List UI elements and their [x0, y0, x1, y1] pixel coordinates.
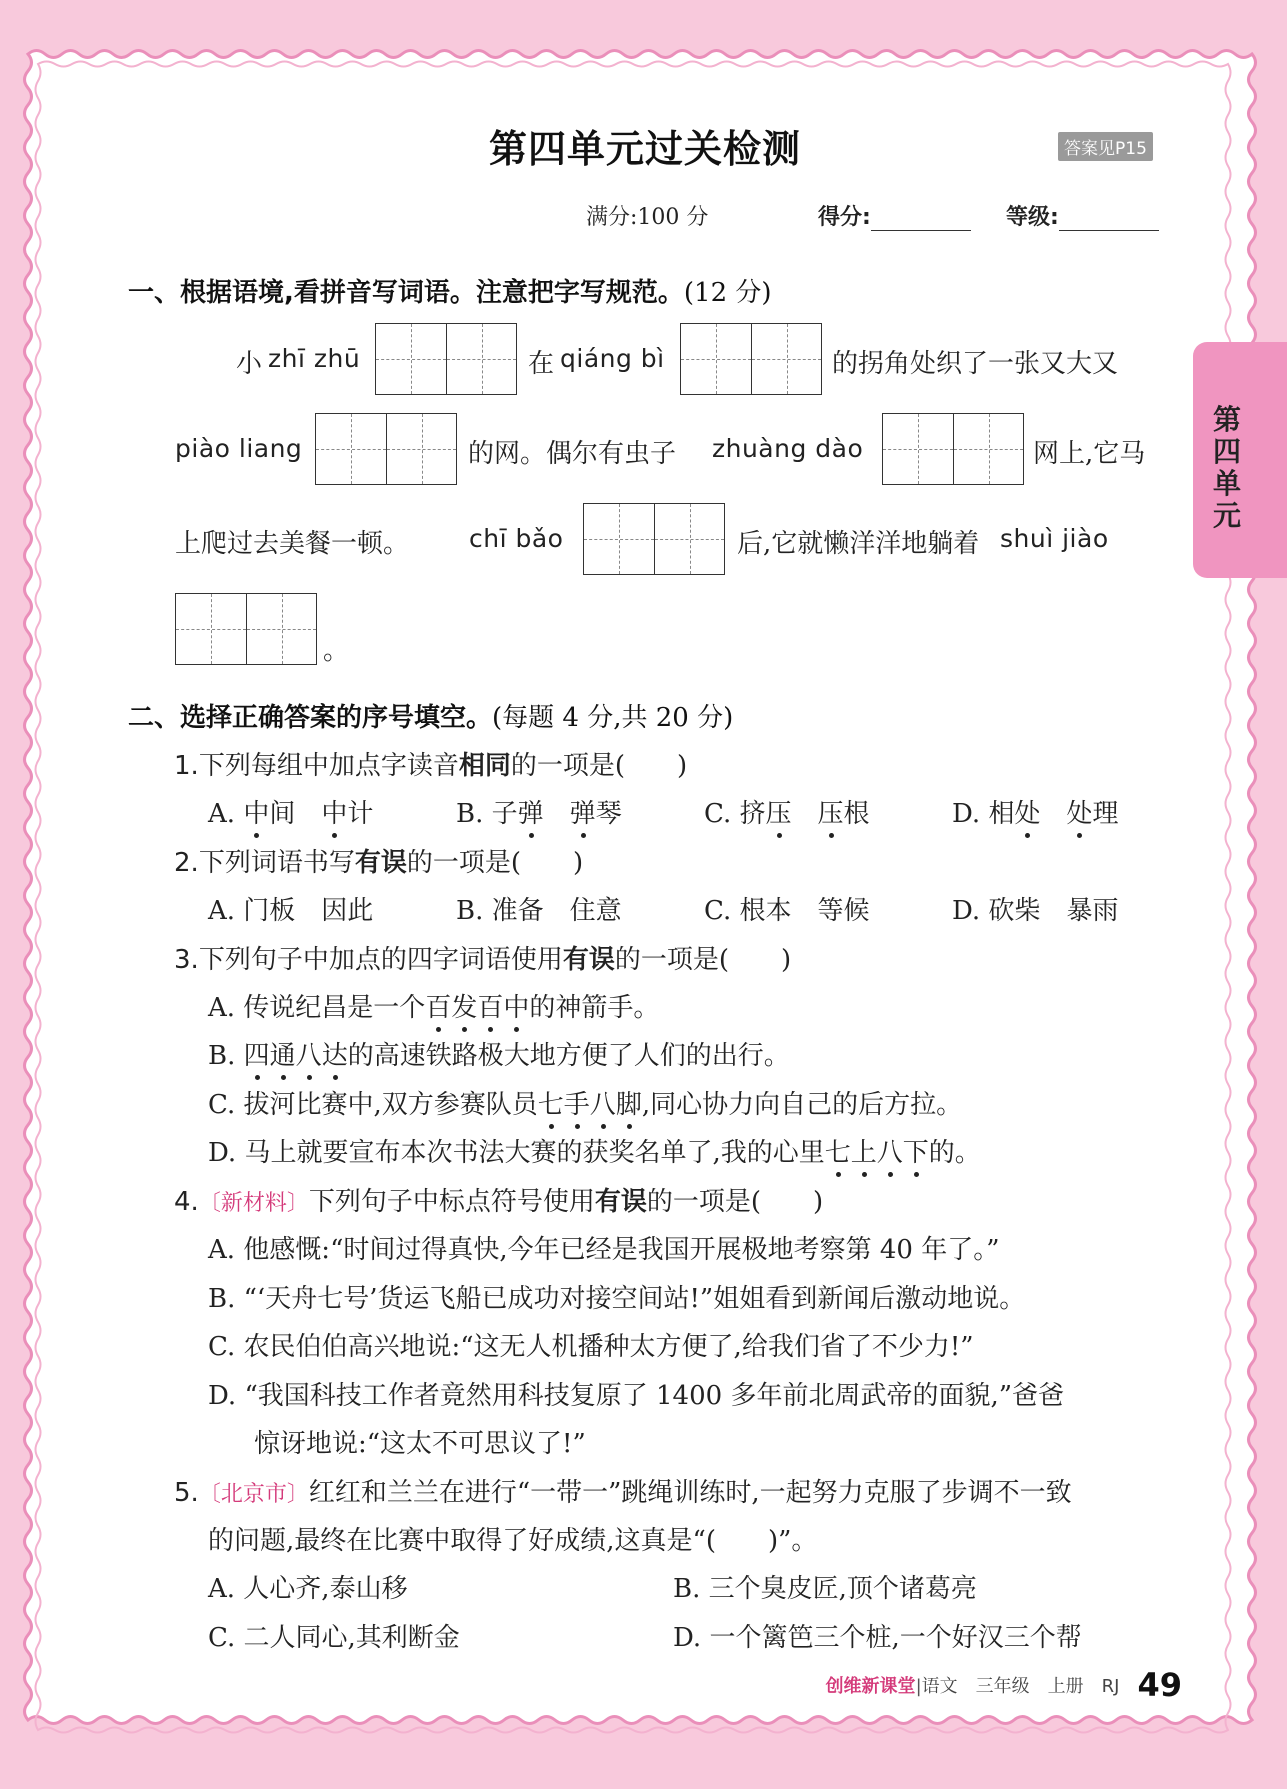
q4-option-d[interactable]: D. “我国科技工作者竟然用科技复原了 1400 多年前北周武帝的面貌,”爸爸 [208, 1381, 1064, 1411]
unit-side-tab [1193, 342, 1287, 578]
question-5 [174, 1472, 1072, 1509]
q-number: 4. [174, 1187, 199, 1217]
q1-option-b[interactable]: B. 子弹 弹琴 [456, 793, 622, 830]
section-1-points: (12 分) [683, 278, 772, 308]
q1-option-d[interactable]: D. 相处 处理 [952, 793, 1119, 830]
q-text: 下列句子中加点的四字词语使用 [198, 945, 563, 975]
grade-field[interactable] [1006, 200, 1159, 231]
q-emphasis: 有误 [354, 848, 407, 878]
pinyin: zhuàng dào [712, 434, 864, 463]
s1-text: 。 [323, 636, 350, 666]
unit-side-tab-label: 第四单元 [1212, 403, 1241, 532]
q-emphasis: 相同 [458, 751, 511, 781]
q-tag: 〔北京市〕 [198, 1482, 309, 1507]
answer-reference-badge: 答案见P15 [1058, 132, 1153, 161]
writing-grid[interactable] [315, 413, 457, 485]
q2-option-c[interactable]: C. 根本 等候 [704, 896, 870, 926]
question-5-cont: 的问题,最终在比赛中取得了好成绩,这真是“( )”。 [208, 1526, 818, 1556]
question-3 [174, 939, 791, 976]
s1-text: 后,它就懒洋洋地躺着 [737, 529, 980, 559]
s1-text: 的拐角处织了一张又大又 [832, 349, 1119, 379]
q-number: 2. [174, 848, 199, 878]
full-score: 满分:100 分 [586, 205, 709, 230]
pinyin: shuì jiào [1000, 524, 1109, 553]
score-field[interactable] [818, 200, 971, 231]
writing-grid[interactable] [680, 323, 822, 395]
q4-option-a[interactable]: A. 他感慨:“时间过得真快,今年已经是我国开展极地考察第 40 年了。” [208, 1235, 1000, 1265]
writing-grid[interactable] [375, 323, 517, 395]
section-1-heading [128, 272, 772, 309]
footer-separator: | [915, 1676, 922, 1697]
section-2-points: (每题 4 分,共 20 分) [492, 703, 734, 733]
question-4 [174, 1181, 823, 1218]
q5-option-c[interactable]: C. 二人同心,其利断金 [208, 1623, 460, 1653]
q-number: 3. [174, 945, 199, 975]
q-tag: 〔新材料〕 [198, 1191, 309, 1216]
q-text: 红红和兰兰在进行“一带一”跳绳训练时,一起努力克服了步调不一致 [308, 1478, 1072, 1508]
q5-option-b[interactable]: B. 三个臭皮匠,顶个诸葛亮 [673, 1574, 977, 1604]
grade-label: 等级: [1006, 205, 1059, 230]
q-number: 5. [174, 1478, 199, 1508]
pinyin: piào liang [175, 434, 303, 463]
q2-option-b[interactable]: B. 准备 住意 [456, 896, 622, 926]
q1-option-c[interactable]: C. 挤压 压根 [704, 793, 870, 830]
s1-text: 的网。偶尔有虫子 [468, 439, 677, 469]
q2-option-d[interactable]: D. 砍柴 暴雨 [952, 896, 1119, 926]
q4-option-c[interactable]: C. 农民伯伯高兴地说:“这无人机播种太方便了,给我们省了不少力!” [208, 1332, 974, 1362]
pinyin: qiáng bì [560, 344, 665, 373]
page-footer [826, 1666, 1182, 1704]
q2-option-a[interactable]: A. 门板 因此 [208, 896, 374, 926]
page-number: 49 [1137, 1666, 1182, 1704]
score-label: 得分: [818, 205, 871, 230]
writing-grid[interactable] [882, 413, 1024, 485]
s1-text: 小 [236, 349, 263, 379]
q5-option-d[interactable]: D. 一个篱笆三个桩,一个好汉三个帮 [673, 1623, 1082, 1653]
writing-grid[interactable] [583, 503, 725, 575]
q-text: 下列词语书写 [198, 848, 355, 878]
q3-option-d[interactable]: D. 马上就要宣布本次书法大赛的获奖名单了,我的心里七上八下的。 [208, 1132, 981, 1169]
question-1 [174, 745, 687, 782]
q-text: 的一项是( ) [510, 751, 688, 781]
q-text: 的一项是( ) [406, 848, 584, 878]
q4-option-b[interactable]: B. “‘天舟七号’货运飞船已成功对接空间站!”姐姐看到新闻后激动地说。 [208, 1284, 1026, 1314]
q-number: 1. [174, 751, 199, 781]
section-1-title: 一、根据语境,看拼音写词语。注意把字写规范。 [128, 278, 684, 308]
q3-option-a[interactable]: A. 传说纪昌是一个百发百中的神箭手。 [208, 987, 659, 1024]
footer-brand: 创维新课堂 [825, 1676, 916, 1697]
score-blank[interactable] [871, 208, 971, 231]
footer-info: 语文 三年级 上册 RJ [921, 1676, 1120, 1697]
q-emphasis: 有误 [594, 1187, 647, 1217]
q-emphasis: 有误 [562, 945, 615, 975]
q3-option-b[interactable]: B. 四通八达的高速铁路极大地方便了人们的出行。 [208, 1035, 790, 1072]
q1-option-a[interactable]: A. 中间 中计 [208, 793, 373, 830]
q4-option-d-cont: 惊讶地说:“这太不可思议了!” [254, 1429, 586, 1459]
s1-text: 上爬过去美餐一顿。 [175, 529, 410, 559]
section-2-heading [128, 697, 733, 734]
section-2-title: 二、选择正确答案的序号填空。 [128, 703, 493, 733]
pinyin: zhī zhū [268, 344, 361, 373]
q-text: 的一项是( ) [646, 1187, 824, 1217]
pinyin: chī bǎo [469, 524, 564, 553]
page-title: 第四单元过关检测 [488, 127, 801, 171]
writing-grid[interactable] [175, 593, 317, 665]
grade-blank[interactable] [1059, 208, 1159, 231]
q5-option-a[interactable]: A. 人心齐,泰山移 [208, 1574, 408, 1604]
q-text: 下列每组中加点字读音 [198, 751, 459, 781]
question-2 [174, 842, 583, 879]
s1-text: 网上,它马 [1033, 439, 1146, 469]
s1-text: 在 [528, 349, 555, 379]
q-text: 的一项是( ) [614, 945, 792, 975]
q-text: 下列句子中标点符号使用 [308, 1187, 595, 1217]
q3-option-c[interactable]: C. 拔河比赛中,双方参赛队员七手八脚,同心协力向自己的后方拉。 [208, 1084, 962, 1121]
